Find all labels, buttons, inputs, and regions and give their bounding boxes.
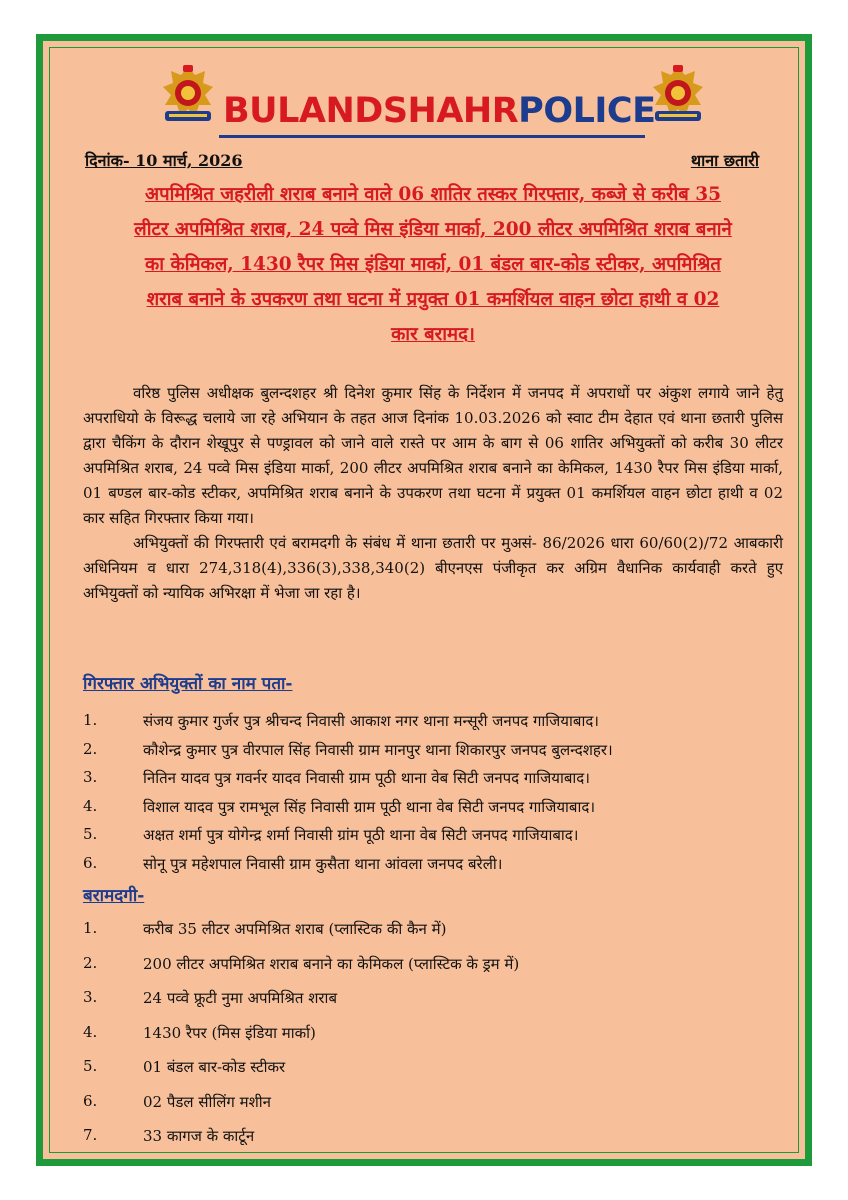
list-item: 5. अक्षत शर्मा पुत्र योगेन्द्र शर्मा निवासी ग्रांम पूठी थाना वेब सिटी जनपद गाजियाबाद। [83,825,579,844]
up-police-emblem-icon [155,63,221,129]
list-item: 2. कौशेन्द्र कुमार पुत्र वीरपाल सिंह निवासी ग्राम मानपुर थाना शिकारपुर जनपद बुलन्दशहर। [83,739,613,759]
list-item: 3. 24 पव्वे फ्रूटी नुमा अपमिश्रित शराब [83,988,338,1007]
list-item: 5. 01 बंडल बार-कोड स्टीकर [83,1057,286,1076]
headline-line: अपमिश्रित जहरीली शराब बनाने वाले 06 शातिर तस्कर गिरफ्तार, कब्जे से करीब 35 [144,184,722,205]
list-item: 1. संजय कुमार गुर्जर पुत्र श्रीचन्द निवासी आकाश नगर थाना मन्सूरी जनपद गाजियाबाद। [83,711,599,730]
release-date: दिनांक- 10 मार्च, 2026 [85,151,243,170]
headline-line: कार बरामद। [391,324,475,345]
list-item: 2. 200 लीटर अपमिश्रित शराब बनाने का केमिकल (प्लास्टिक के ड्रम में) [83,953,520,973]
headline-line: का केमिकल, 1430 रैपर मिस इंडिया मार्का, 01 बंडल बार-कोड स्टीकर, अपमिश्रित [145,254,721,275]
body-paragraph: अभियुक्तों की गिरफ्तारी एवं बरामदगी के संबंध में थाना छतारी पर मुअसं- 86/2026 धारा 60/60(2)/72 आबकारी अधिनियम व धारा 274,318(4),336(3),338,340(2) बीएनएस पंजीकृत कर अग्रिम वैधानिक कार्यवाही करते हुए अभियुक्तों को न्यायिक अभिरक्षा में भेजा जा रहा है। [83,534,783,602]
list-item: 6. 02 पैडल सीलिंग मशीन [83,1091,272,1111]
accused-list [83,711,783,882]
accused-heading: गिरफ्तार अभियुक्तों का नाम पता- [83,674,293,694]
headline [89,177,777,352]
press-release-page [36,34,812,1166]
list-item: 3. नितिन यादव पुत्र गवर्नर यादव निवासी ग्राम पूठी थाना वेब सिटी जनपद गाजियाबाद। [83,768,590,787]
recovery-list [83,919,783,1161]
list-item: 6. सोनू पुत्र महेशपाल निवासी ग्राम कुसैता थाना आंवला जनपद बरेली। [83,853,503,873]
list-item: 1. करीब 35 लीटर अपमिश्रित शराब (प्लास्टिक की कैन में) [83,919,447,938]
recovery-heading: बरामदगी- [83,886,145,906]
list-item: 4. विशाल यादव पुत्र रामभूल सिंह निवासी ग्राम पूठी थाना वेब सिटी जनपद गाजियाबाद। [83,796,596,816]
list-item: 4. 1430 रैपर (मिस इंडिया मार्का) [83,1022,316,1042]
list-item: 7. 33 कागज के कार्टून [83,1126,255,1145]
page-title: BULANDSHAHRPOLICE [223,91,656,131]
body-text [83,381,783,606]
title-underline [219,135,645,138]
police-station: थाना छतारी [690,151,759,170]
body-paragraph: वरिष्ठ पुलिस अधीक्षक बुलन्दशहर श्री दिनेश कुमार सिंह के निर्देशन में जनपद में अपराधों पर अंकुश लगाये जाने हेतु अपराधियो के विरूद्ध चलाये जा रहे अभियान के तहत आज दिनांक 10.03.2026 को स्वाट टीम देहात एवं थाना छतारी पुलिस द्वारा चैकिंग के दौरान शेखूपुर से पण्ड्रावल को जाने वाले रास्ते पर आम के बाग से 06 शातिर अभियुक्तों को करीब 30 लीटर अपमिश्रित शराब, 24 पव्वे मिस इंडिया मार्का, 200 लीटर अपमिश्रित शराब बनाने का केमिकल, 1430 रैपर मिस इंडिया मार्का, 01 बण्डल बार-कोड स्टीकर, अपमिश्रित शराब बनाने के उपकरण तथा घटना में प्रयुक्त 01 कमर्शियल वाहन छोटा हाथी व 02 कार सहित गिरफ्तार किया गया। [83,384,783,527]
headline-line: लीटर अपमिश्रित शराब, 24 पव्वे मिस इंडिया मार्का, 200 लीटर अपमिश्रित शराब बनाने [134,219,732,240]
up-police-emblem-icon [645,63,711,129]
headline-line: शराब बनाने के उपकरण तथा घटना में प्रयुक्त 01 कमर्शियल वाहन छोटा हाथी व 02 [146,289,720,310]
